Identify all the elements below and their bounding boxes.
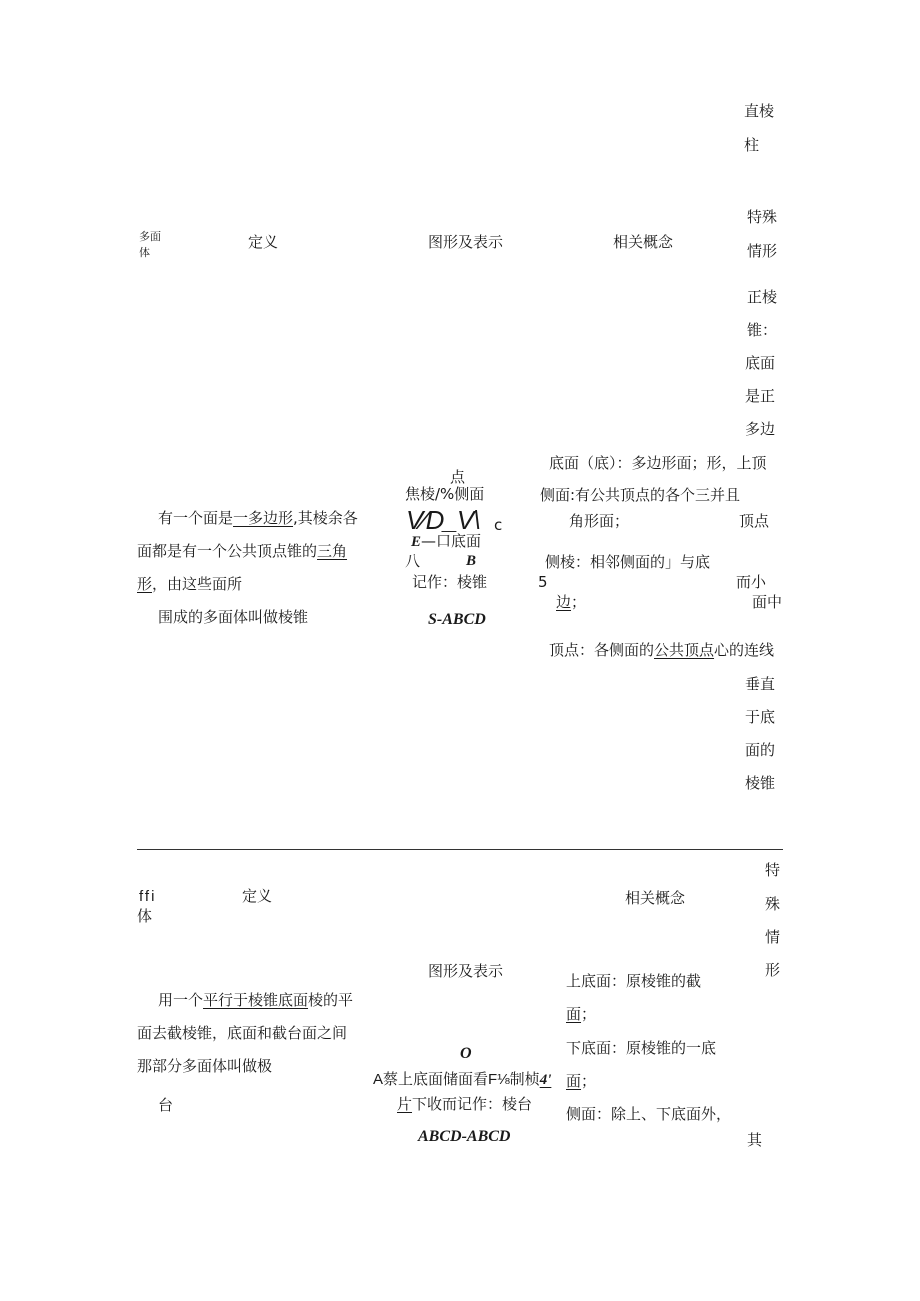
special-text: 锥： — [747, 321, 778, 339]
table-divider — [137, 849, 783, 850]
figure-label: E—口底面 — [411, 532, 482, 550]
special-text: 是正 — [745, 387, 776, 405]
special-case-label: 柱 — [744, 136, 760, 154]
header-definition: 定义 — [242, 887, 273, 905]
special-text: 于底 — [745, 708, 776, 726]
definition-line: 有一个面是一多边形,其棱余各 — [158, 509, 358, 527]
header-special: 特殊 — [747, 208, 778, 226]
header-polyhedron: 体 — [137, 907, 153, 925]
concept-line: 侧面:有公共顶点的各个三并且 — [540, 486, 741, 504]
header-special: 特 — [765, 861, 781, 879]
definition-line: 台 — [158, 1096, 174, 1114]
figure-notation-label: 片下收而记作：棱台 — [397, 1095, 533, 1113]
special-text: 多边 — [745, 420, 776, 438]
concept-line: 侧面：除上、下底面外， — [566, 1105, 732, 1123]
definition-line: 面都是有一个公共顶点锥的三角 — [137, 542, 348, 560]
figure-notation: S-ABCD — [428, 611, 486, 628]
figure-label: A蔡上底面储面看F⅛制桢4' — [373, 1071, 552, 1088]
special-text: 底面 — [745, 354, 776, 372]
special-case-label: 直棱 — [744, 102, 775, 120]
header-concepts: 相关概念 — [613, 233, 674, 251]
figure-notation-label: 记作：棱锥 — [412, 573, 488, 591]
concept-line: 侧棱：相邻侧面的」与底 — [545, 553, 711, 571]
header-special: 情 — [765, 928, 781, 946]
concept-line: 顶点：各侧面的公共顶点心的连线 — [549, 641, 775, 659]
figure-label: B — [466, 553, 477, 569]
concept-line: 面； — [566, 1005, 597, 1023]
concept-line: 而小 — [736, 573, 767, 591]
figure-label: O — [460, 1045, 472, 1062]
figure-label: 焦棱/%侧面 — [405, 485, 485, 503]
concept-line: 面； — [566, 1072, 597, 1090]
concept-line: 角形面； — [569, 512, 630, 530]
figure-label: c — [494, 516, 503, 534]
figure-label: 八 — [405, 552, 421, 570]
header-special: 殊 — [765, 895, 781, 913]
special-text: 正棱 — [747, 288, 778, 306]
special-text: 面的 — [745, 741, 776, 759]
header-polyhedron: 多面 — [139, 230, 161, 243]
special-text: 其 — [747, 1131, 763, 1149]
definition-line: 用一个平行于棱锥底面棱的平 — [158, 991, 354, 1009]
concept-line: 下底面：原棱锥的一底 — [566, 1039, 717, 1057]
figure-sketch: V⁄D_V\ — [406, 505, 480, 535]
header-definition: 定义 — [248, 233, 279, 251]
header-polyhedron: 体 — [139, 246, 150, 259]
concept-line: 面中 — [752, 593, 783, 611]
definition-line: 那部分多面体叫做极 — [137, 1057, 273, 1075]
figure-label: 5 — [538, 573, 548, 591]
header-polyhedron: ffi — [139, 888, 157, 905]
header-special: 情形 — [747, 242, 778, 260]
definition-line: 面去截棱锥，底面和截台面之间 — [137, 1024, 348, 1042]
figure-notation: ABCD-ABCD — [418, 1128, 511, 1145]
figure-label: 点 — [450, 468, 466, 486]
concept-line: 上底面：原棱锥的截 — [566, 972, 702, 990]
concept-line: 顶点 — [739, 512, 770, 530]
definition-line: 围成的多面体叫做棱锥 — [158, 608, 309, 626]
special-text: 棱锥 — [745, 774, 776, 792]
definition-line: 形，由这些面所 — [137, 575, 243, 593]
header-special: 形 — [765, 961, 781, 979]
header-figure: 图形及表示 — [428, 233, 504, 251]
special-text: 垂直 — [745, 675, 776, 693]
header-concepts: 相关概念 — [625, 889, 686, 907]
concept-line: 底面（底）：多边形面；形，上顶 — [549, 454, 767, 472]
concept-line: 边； — [556, 593, 587, 611]
header-figure: 图形及表示 — [428, 962, 504, 980]
